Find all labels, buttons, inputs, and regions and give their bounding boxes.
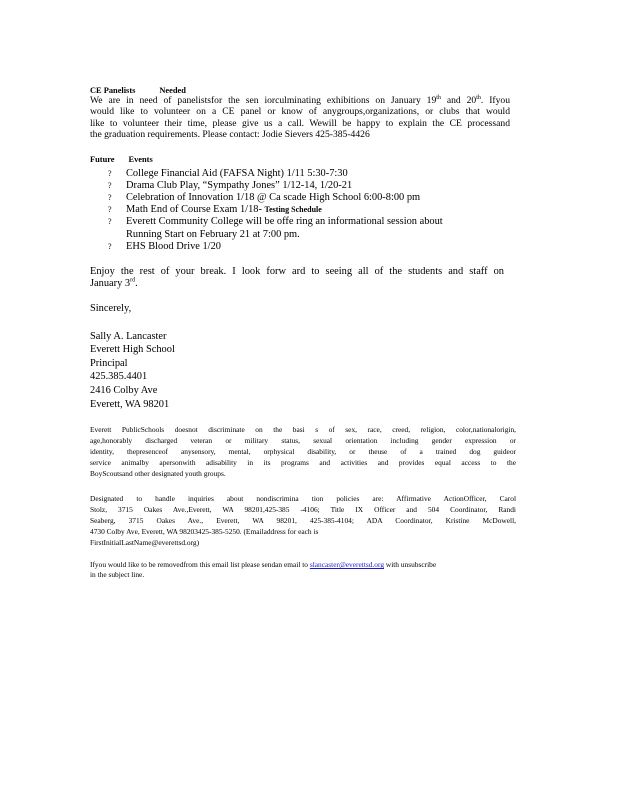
ce-paragraph-line: would like to volunteer on a CE panel or know of anygroups,organizations, or clubs that would <box>90 106 510 118</box>
notice-line: FirstInitialLastName@everettsd.org) <box>90 538 200 548</box>
notice-line: service animalby apersonwith adisability in its programs and activities and provides equal access to the <box>90 458 516 468</box>
inquiries-notice <box>90 493 516 548</box>
ce-heading-needed: Needed <box>159 86 186 95</box>
bullet-icon: ? <box>108 193 112 203</box>
email-link[interactable]: slancaster@everettsd.org <box>309 560 385 570</box>
list-item <box>90 241 490 253</box>
notice-line: Seaberg, 3715 Oakes Ave., Everett, WA 98201, 425-385-4104; ADA Coordinator, Kristine McDowell, <box>90 516 516 526</box>
event-text: Everett Community College will be offe ring an informational session about <box>126 216 443 228</box>
notice-line: Stolz, 3715 Oakes Ave.,Everett, WA 98201,425-385 -4106; Title IX Officer and 504 Coordinator, Randi <box>90 505 516 515</box>
signature-street: 2416 Colby Ave <box>90 385 158 397</box>
event-text: Math End of Course Exam 1/18- <box>126 204 262 216</box>
event-text-continued: Running Start on February 21 at 7:00 pm. <box>126 228 300 240</box>
signature-phone: 425.385.4401 <box>90 371 148 383</box>
ce-text: . Ifyou <box>480 95 511 106</box>
bullet-icon: ? <box>108 180 112 190</box>
ce-text: We are in need of panelistsfor the sen iorculminating exhibitions on January 19 <box>90 95 437 106</box>
ce-heading <box>90 86 510 95</box>
list-item <box>90 216 490 240</box>
letter-page <box>90 86 516 580</box>
ce-heading-label: CE Panelists <box>90 86 136 95</box>
list-item <box>90 204 490 216</box>
ce-panelists-section <box>90 86 510 141</box>
notice-line: in the subject line. <box>90 570 145 580</box>
bullet-icon: ? <box>108 205 112 215</box>
ce-text: and 20 <box>440 95 477 106</box>
bullet-icon: ? <box>108 217 112 227</box>
ce-sup: th <box>476 94 481 101</box>
event-text: Drama Club Play, “Sympathy Jones” 1/12-14, 1/20-21 <box>126 179 353 191</box>
notice-line: identity, thepresenceof anysensory, mental, orphysical disability, or theuse of a trained dog guideor <box>90 447 516 457</box>
notice-line: 4730 Colby Ave, Everett, WA 98203425-385-5250. (Emailaddress for each is <box>90 527 319 537</box>
events-list <box>90 168 490 253</box>
unsubscribe-text: Ifyou would like to be removedfrom this email list please sendan email to <box>90 560 310 570</box>
notice-line: Everett PublicSchools doesnot discriminate on the basi s of sex, race, creed, religion, color,nationalorigin, <box>90 425 516 435</box>
list-item <box>90 180 490 192</box>
unsubscribe-notice <box>90 560 516 580</box>
sincerely: Sincerely, <box>90 303 132 315</box>
list-item <box>90 192 490 204</box>
closing-sup: rd <box>130 277 136 284</box>
closing-line <box>90 278 504 290</box>
bullet-icon: ? <box>108 241 112 251</box>
signature-school: Everett High School <box>90 344 175 356</box>
notice-line: Designated to handle inquiries about nondiscrimina tion policies are: Affirmative ActionOfficer, Carol <box>90 494 516 504</box>
ce-sup: th <box>436 94 441 101</box>
event-text: Celebration of Innovation 1/18 @ Ca scade High School 6:00-8:00 pm <box>126 192 421 204</box>
event-text: College Financial Aid (FAFSA Night) 1/11 5:30-7:30 <box>126 167 348 179</box>
list-item <box>90 168 490 180</box>
events-heading-label: Future <box>90 154 115 164</box>
bullet-icon: ? <box>108 168 112 178</box>
closing-line: Enjoy the rest of your break. I look forw ard to seeing all of the students and staff on <box>90 266 504 278</box>
ce-paragraph-line: like to volunteer their time, please give us a call. Wewill be happy to explain the CE processand <box>90 117 510 129</box>
event-testing-schedule: Testing Schedule <box>264 205 322 215</box>
signature-title: Principal <box>90 357 128 369</box>
unsubscribe-text: with unsubscribe <box>384 560 437 570</box>
closing-section <box>90 266 504 316</box>
events-heading <box>90 155 510 164</box>
nondiscrimination-notice <box>90 424 516 479</box>
notice-line: BoyScoutsand other designated youth groups. <box>90 469 226 479</box>
events-heading-events: Events <box>128 154 153 164</box>
closing-period: . <box>135 278 138 290</box>
ce-paragraph-line: the graduation requirements. Please contact: Jodie Sievers 425-385-4426 <box>90 129 370 141</box>
ce-paragraph-line <box>90 95 510 106</box>
signature-name: Sally A. Lancaster <box>90 330 167 342</box>
notice-line: age,honorably discharged veteran or military status, sexual orientation including gender expression or <box>90 436 516 446</box>
signature-city: Everett, WA 98201 <box>90 398 170 410</box>
signature-block <box>90 330 510 412</box>
notice-line <box>90 560 516 570</box>
closing-date: January 3 <box>90 278 131 290</box>
future-events-section <box>90 155 510 253</box>
event-text: EHS Blood Drive 1/20 <box>126 240 221 252</box>
